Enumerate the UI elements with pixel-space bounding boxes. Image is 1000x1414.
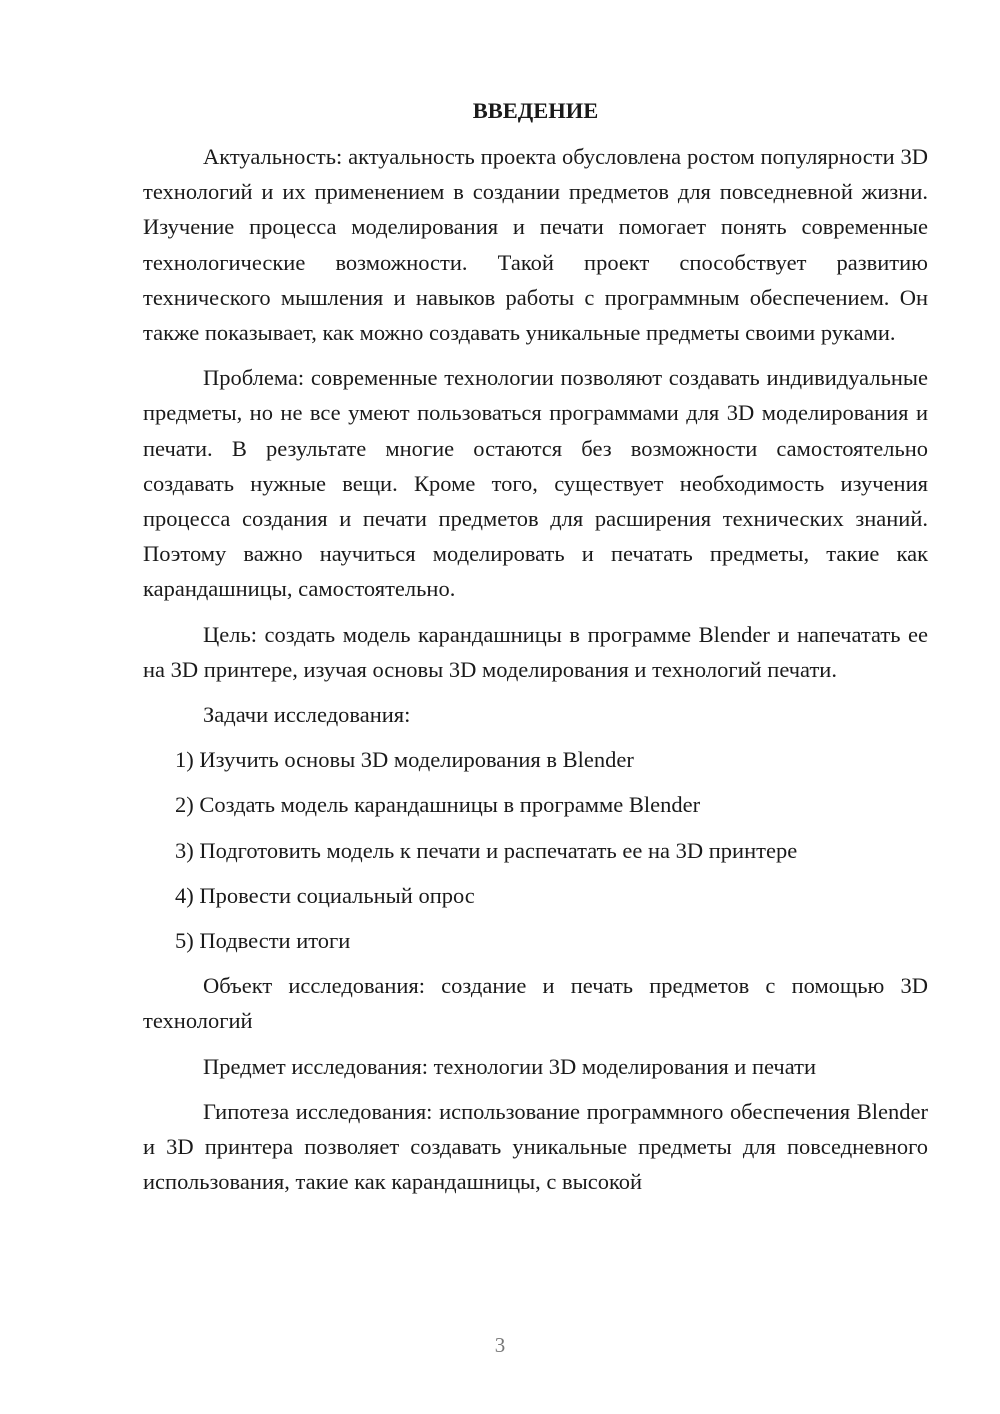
- list-item: 5) Подвести итоги: [175, 928, 351, 954]
- section-title: ВВЕДЕНИЕ: [472, 98, 599, 123]
- page-number: 3: [494, 1333, 506, 1357]
- list-item: 2) Создать модель карандашницы в программе Blender: [175, 792, 701, 818]
- tasks-list: [143, 742, 928, 958]
- page-content: [143, 95, 928, 1209]
- hypothesis-paragraph: Гипотеза исследования: использование программного обеспечения Blender и 3D принтера позволяет создавать уникальные предметы для повседневного использования, такие как карандашницы, с высокой: [143, 1098, 928, 1195]
- goal-paragraph: Цель: создать модель карандашницы в программе Blender и напечатать ее на 3D принтере, изучая основы 3D моделирования и технологий печати.: [143, 621, 928, 682]
- problem-paragraph: Проблема: современные технологии позволяют создавать индивидуальные предметы, но не все умеют пользоваться программами для 3D моделирования и печати. В результате многие остаются без возможности самостоятельно создавать нужные вещи. Кроме того, существует необходимость изучения процесса создания и печати предметов для расширения технических знаний. Поэтому важно научиться моделировать и печатать предметы, такие как карандашницы, самостоятельно.: [143, 365, 928, 602]
- object-paragraph: Объект исследования: создание и печать предметов с помощью 3D технологий: [143, 973, 928, 1034]
- subject-paragraph: Предмет исследования: технологии 3D моделирования и печати: [203, 1053, 817, 1079]
- relevance-paragraph: Актуальность: актуальность проекта обусловлена ростом популярности 3D технологий и их применением в создании предметов для повседневной жизни. Изучение процесса моделирования и печати помогает понять современные технологические возможности. Такой проект способствует развитию технического мышления и навыков работы с программным обеспечением. Он также показывает, как можно создавать уникальные предметы своими руками.: [143, 144, 928, 346]
- list-item: 3) Подготовить модель к печати и распечатать ее на 3D принтере: [175, 837, 798, 863]
- list-item: 4) Провести социальный опрос: [175, 882, 475, 908]
- list-item: 1) Изучить основы 3D моделирования в Blender: [175, 747, 634, 773]
- tasks-heading: Задачи исследования:: [203, 702, 411, 728]
